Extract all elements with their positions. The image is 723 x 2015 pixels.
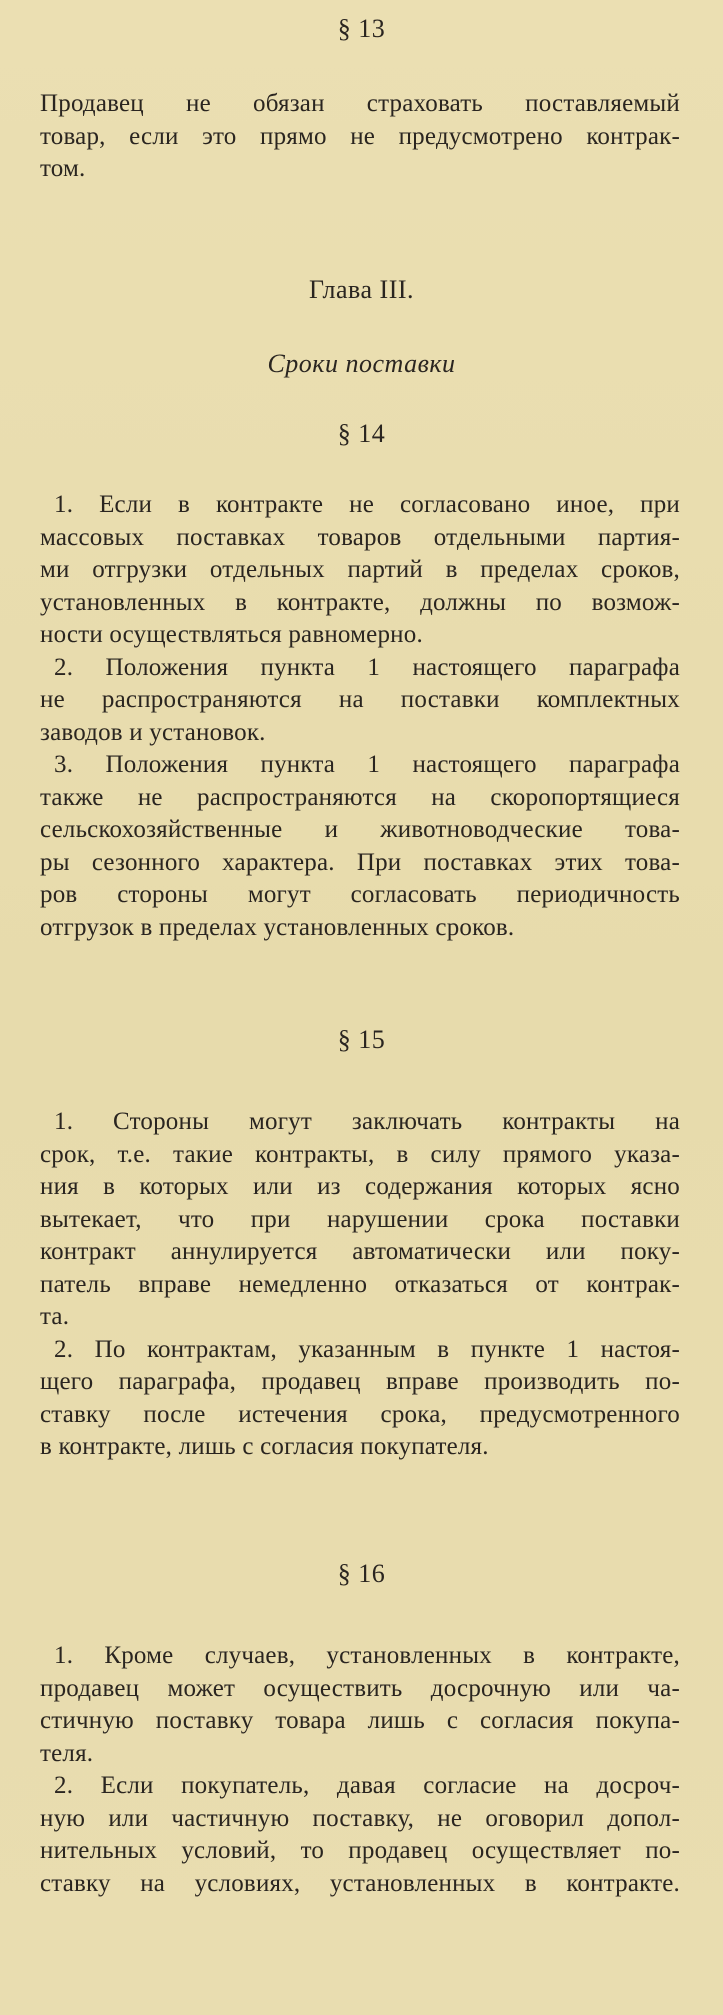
s14-line-6: 2. Положения пункта 1 настоящего параграфа bbox=[54, 653, 680, 681]
s14-line-2: массовых поставках товаров отдельными партия- bbox=[40, 523, 680, 551]
s15-line-8: 2. По контрактам, указанным в пункте 1 настоя- bbox=[54, 1335, 680, 1363]
s15-line-7: та. bbox=[40, 1303, 70, 1330]
s16-line-4: теля. bbox=[40, 1739, 94, 1767]
s14-line-1: 1. Если в контракте не согласовано иное, при bbox=[54, 491, 680, 518]
section-14-heading: § 14 bbox=[337, 419, 386, 448]
s16-line-5: 2. Если покупатель, давая согласие на досроч- bbox=[54, 1772, 680, 1799]
s16-line-7: нительных условий, то продавец осуществляет по- bbox=[40, 1837, 680, 1864]
s14-line-11: сельскохозяйственные и животноводческие това- bbox=[40, 816, 680, 843]
section-14-text bbox=[40, 489, 680, 944]
s15-line-3: ния в которых или из содержания которых ясно bbox=[40, 1173, 680, 1200]
section-13-heading: § 13 bbox=[337, 14, 386, 43]
s16-line-3: стичную поставку товара лишь с согласия покупа- bbox=[40, 1707, 680, 1734]
s15-line-6: патель вправе немедленно отказаться от контрак- bbox=[40, 1270, 680, 1298]
s14-line-3: ми отгрузки отдельных партий в пределах сроков, bbox=[40, 556, 680, 583]
s16-line-8: ставку на условиях, установленных в контракте. bbox=[40, 1869, 680, 1897]
section-13-text bbox=[40, 88, 680, 186]
section-15-heading: § 15 bbox=[337, 1025, 386, 1054]
s13-line-3: том. bbox=[40, 155, 86, 182]
s15-line-1: 1. Стороны могут заключать контракты на bbox=[54, 1108, 680, 1135]
s16-line-1: 1. Кроме случаев, установленных в контракте, bbox=[54, 1642, 680, 1669]
s16-line-6: ную или частичную поставку, не оговорил допол- bbox=[40, 1804, 680, 1832]
s14-line-13: ров стороны могут согласовать периодичность bbox=[40, 881, 680, 908]
s15-line-4: вытекает, что при нарушении срока поставки bbox=[40, 1205, 680, 1233]
s15-line-5: контракт аннулируется автоматически или поку- bbox=[40, 1238, 680, 1265]
section-16-heading: § 16 bbox=[337, 1559, 386, 1588]
s14-line-8: заводов и установок. bbox=[40, 718, 266, 746]
section-15-text bbox=[40, 1106, 680, 1464]
s15-line-10: ставку после истечения срока, предусмотренного bbox=[40, 1400, 680, 1428]
s14-line-5: ности осуществляться равномерно. bbox=[40, 621, 423, 648]
chapter-title: Глава III. bbox=[308, 275, 415, 304]
s16-line-2: продавец может осуществить досрочную или ча- bbox=[40, 1674, 680, 1702]
s15-line-2: срок, т.е. такие контракты, в силу прямого указа- bbox=[40, 1140, 680, 1168]
s14-line-7: не распространяются на поставки комплектных bbox=[40, 686, 680, 713]
s15-line-11: в контракте, лишь с согласия покупателя. bbox=[40, 1433, 489, 1460]
section-16-text bbox=[40, 1640, 680, 1900]
s13-line-1: Продавец не обязан страховать поставляемый bbox=[40, 90, 680, 117]
chapter-subtitle: Сроки поставки bbox=[267, 349, 456, 378]
s14-line-10: также не распространяются на скоропортящиеся bbox=[40, 783, 680, 811]
s14-line-9: 3. Положения пункта 1 настоящего параграфа bbox=[54, 751, 680, 778]
s15-line-9: щего параграфа, продавец вправе производить по- bbox=[40, 1368, 680, 1395]
s14-line-12: ры сезонного характера. При поставках этих това- bbox=[40, 848, 680, 876]
s14-line-14: отгрузок в пределах установленных сроков. bbox=[40, 913, 515, 941]
s13-line-2: товар, если это прямо не предусмотрено контрак- bbox=[40, 122, 680, 150]
s14-line-4: установленных в контракте, должны по возмож- bbox=[40, 588, 680, 616]
